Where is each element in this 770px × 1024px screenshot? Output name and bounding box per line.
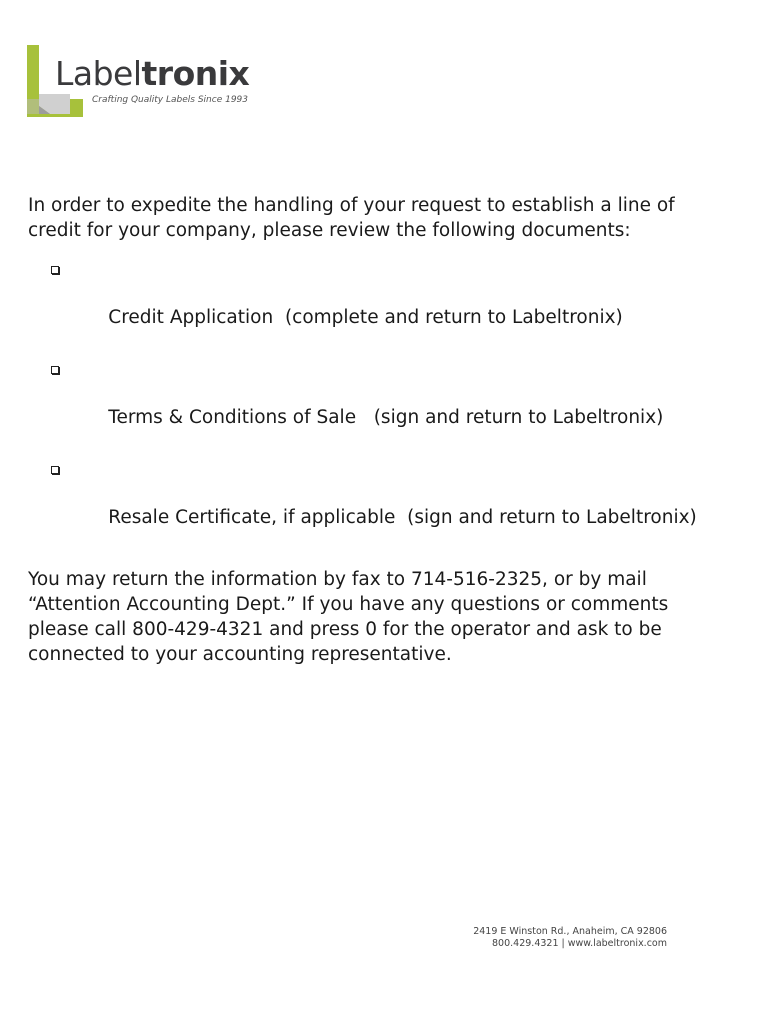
document-resale-certificate: Resale Certificate, if applicable (sign and return to Labeltronix) (108, 507, 697, 528)
footer-address-line: 2419 E Winston Rd., Anaheim, CA 92806 (473, 926, 667, 937)
intro-paragraph: In order to expedite the handling of your request to establish a line of credit for your company, please review the following documents: (28, 195, 675, 241)
letter-body (28, 193, 728, 667)
logo-wordmark (55, 54, 249, 93)
list-item (50, 255, 728, 355)
document-terms-conditions: Terms & Conditions of Sale (sign and return to Labeltronix) (108, 407, 664, 428)
footer-address-block (473, 926, 667, 950)
logo-wordmark-label: Label (55, 54, 142, 93)
checkbox-bullet-icon (51, 466, 59, 474)
checkbox-bullet-icon (51, 366, 59, 374)
footer-contact-line: 800.429.4321 | www.labeltronix.com (492, 938, 667, 949)
list-item (50, 455, 728, 555)
company-logo (26, 44, 266, 120)
document-credit-application: Credit Application (complete and return to Labeltronix) (108, 307, 623, 328)
list-item (50, 355, 728, 455)
logo-tagline: Crafting Quality Labels Since 1993 (92, 95, 248, 105)
document-list (28, 255, 728, 555)
checkbox-bullet-icon (51, 266, 59, 274)
closing-paragraph: You may return the information by fax to 714-516-2325, or by mail “Attention Accounting Dept.” If you have any questions or comments please call 800-429-4321 and press 0 for the operator and ask to be connected to your accounting representative. (28, 569, 669, 665)
logo-wordmark-tronix: tronix (141, 54, 250, 93)
